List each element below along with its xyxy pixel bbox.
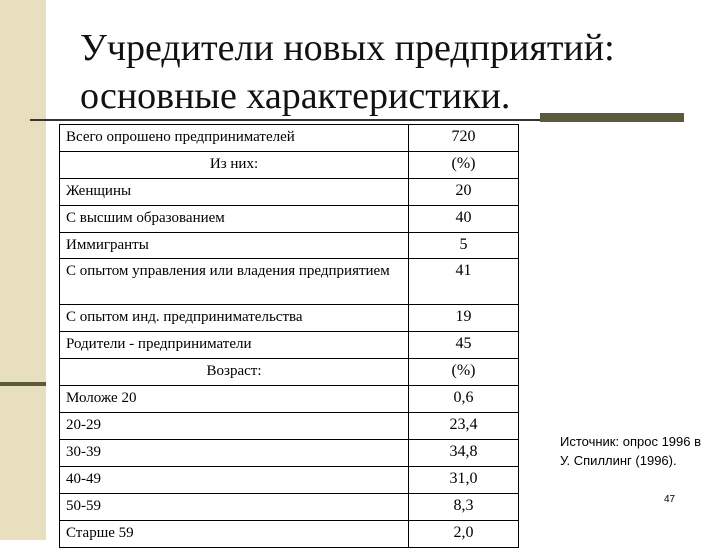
row-label: С высшим образованием (60, 206, 409, 233)
table-row (60, 332, 519, 359)
row-value: 34,8 (409, 440, 519, 467)
row-label: Старше 59 (60, 521, 409, 548)
row-value: 5 (409, 233, 519, 259)
table-row (60, 206, 519, 233)
source-note (560, 432, 701, 470)
title-divider-accent (540, 113, 684, 122)
row-value: 0,6 (409, 386, 519, 413)
row-label: Возраст: (60, 359, 409, 386)
row-label: 20-29 (60, 413, 409, 440)
source-note-line-2: У. Спиллинг (1996). (560, 453, 677, 468)
row-label: Моложе 20 (60, 386, 409, 413)
slide-title-line-1: Учредители новых предприятий: (80, 27, 615, 69)
slide-title-line-2: основные характеристики. (80, 75, 511, 117)
row-label: 30-39 (60, 440, 409, 467)
row-value: (%) (409, 152, 519, 179)
row-label: С опытом инд. предпринимательства (60, 305, 409, 332)
row-label: Всего опрошено предпринимателей (60, 125, 409, 152)
table-row (60, 467, 519, 494)
row-value: 720 (409, 125, 519, 152)
row-value: 31,0 (409, 467, 519, 494)
table-row (60, 152, 519, 179)
row-value: 20 (409, 179, 519, 206)
side-decoration-accent (0, 382, 46, 386)
row-value: 23,4 (409, 413, 519, 440)
side-decoration-band (0, 0, 46, 540)
table-row (60, 440, 519, 467)
row-label: Из них: (60, 152, 409, 179)
row-value: (%) (409, 359, 519, 386)
table-row (60, 259, 519, 305)
row-value: 41 (409, 259, 519, 305)
slide-title (80, 24, 615, 120)
table-row (60, 386, 519, 413)
table-row (60, 233, 519, 259)
table-row (60, 179, 519, 206)
page-number: 47 (664, 494, 676, 505)
source-note-line-1: Источник: опрос 1996 в (560, 434, 702, 449)
table-row (60, 125, 519, 152)
row-label: Родители - предприниматели (60, 332, 409, 359)
row-value: 8,3 (409, 494, 519, 521)
row-label: Женщины (60, 179, 409, 206)
row-value: 2,0 (409, 521, 519, 548)
row-label: Иммигранты (60, 233, 409, 259)
table-row (60, 305, 519, 332)
row-value: 40 (409, 206, 519, 233)
table-row (60, 521, 519, 548)
row-label: 40-49 (60, 467, 409, 494)
row-label: С опытом управления или владения предприятием (60, 259, 409, 305)
table-row (60, 359, 519, 386)
row-label: 50-59 (60, 494, 409, 521)
table-row (60, 494, 519, 521)
row-value: 19 (409, 305, 519, 332)
row-value: 45 (409, 332, 519, 359)
characteristics-table (59, 124, 519, 548)
table-row (60, 413, 519, 440)
